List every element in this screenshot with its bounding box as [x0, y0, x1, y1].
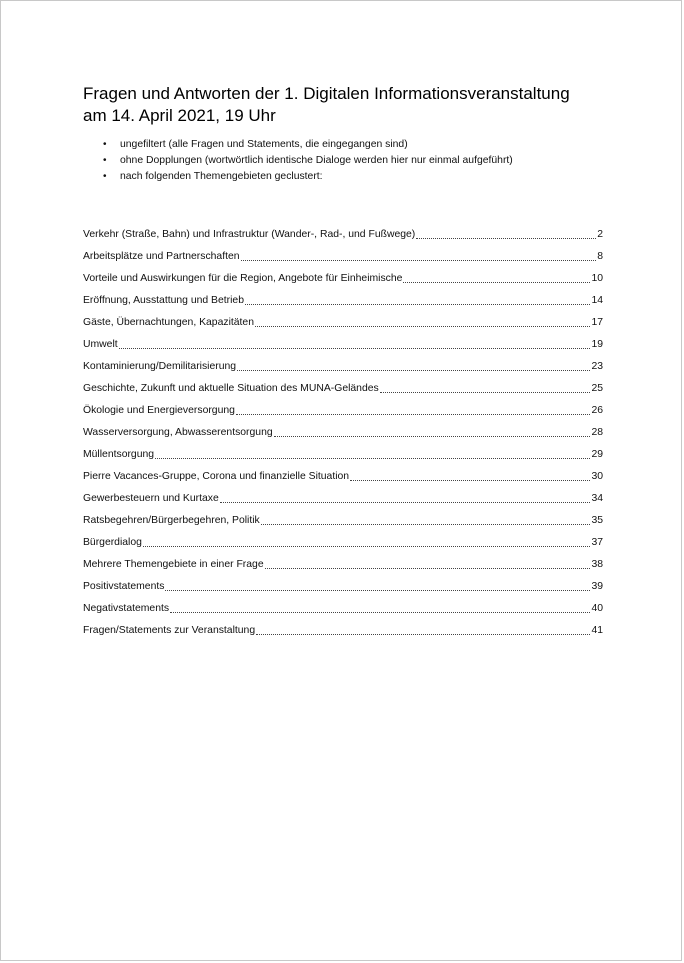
toc-leader-dots — [261, 523, 591, 525]
toc-entry-label: Gewerbesteuern und Kurtaxe — [83, 493, 219, 504]
toc-entry-page: 30 — [591, 471, 603, 482]
toc-entry-page: 26 — [591, 405, 603, 416]
toc-leader-dots — [143, 545, 591, 547]
toc-leader-dots — [165, 589, 590, 591]
toc-entry-label: Pierre Vacances-Gruppe, Corona und finanzielle Situation — [83, 471, 350, 482]
toc-entry[interactable] — [83, 616, 603, 638]
toc-entry-page: 34 — [591, 493, 603, 504]
title-line-2: am 14. April 2021, 19 Uhr — [83, 106, 276, 125]
toc-entry-label: Ratsbegehren/Bürgerbegehren, Politik — [83, 515, 260, 526]
toc-entry-page: 23 — [591, 361, 603, 372]
toc-entry[interactable] — [83, 418, 603, 440]
bullet-item — [103, 169, 603, 185]
toc-leader-dots — [236, 413, 591, 415]
toc-entry[interactable] — [83, 594, 603, 616]
bullet-text: ungefiltert (alle Fragen und Statements, die eingegangen sind) — [120, 139, 408, 150]
document-title — [83, 83, 603, 127]
bullet-item — [103, 137, 603, 153]
bullet-dot-icon: • — [103, 139, 107, 150]
toc-entry[interactable] — [83, 440, 603, 462]
toc-leader-dots — [170, 611, 590, 613]
toc-leader-dots — [220, 501, 591, 503]
toc-entry-label: Vorteile und Auswirkungen für die Region, Angebote für Einheimische — [83, 273, 403, 284]
toc-entry[interactable] — [83, 484, 603, 506]
toc-entry-page: 41 — [591, 625, 603, 636]
toc-entry-page: 17 — [591, 317, 603, 328]
toc-entry-label: Arbeitsplätze und Partnerschaften — [83, 251, 240, 262]
toc-entry-page: 14 — [591, 295, 603, 306]
toc-entry-label: Geschichte, Zukunft und aktuelle Situation des MUNA-Geländes — [83, 383, 379, 394]
toc-entry[interactable] — [83, 550, 603, 572]
toc-entry-page: 2 — [597, 229, 603, 240]
toc-leader-dots — [350, 479, 590, 481]
toc-entry-label: Umwelt — [83, 339, 118, 350]
toc-entry[interactable] — [83, 374, 603, 396]
bullet-text: ohne Dopplungen (wortwörtlich identische Dialoge werden hier nur einmal aufgeführt) — [120, 155, 513, 166]
toc-entry-label: Müllentsorgung — [83, 449, 155, 460]
toc-entry[interactable] — [83, 220, 603, 242]
toc-entry-label: Fragen/Statements zur Veranstaltung — [83, 625, 256, 636]
toc-leader-dots — [245, 303, 590, 305]
toc-entry-label: Eröffnung, Ausstattung und Betrieb — [83, 295, 244, 306]
toc-entry-label: Bürgerdialog — [83, 537, 142, 548]
toc-entry[interactable] — [83, 308, 603, 330]
toc-leader-dots — [274, 435, 591, 437]
toc-entry-page: 37 — [591, 537, 603, 548]
toc-leader-dots — [403, 281, 590, 283]
page-content — [83, 83, 603, 638]
bullet-dot-icon: • — [103, 155, 107, 166]
toc-leader-dots — [255, 325, 590, 327]
toc-entry-label: Negativstatements — [83, 603, 170, 614]
bullet-dot-icon: • — [103, 171, 107, 182]
toc-entry-page: 19 — [591, 339, 603, 350]
toc-entry[interactable] — [83, 352, 603, 374]
toc-entry-label: Positivstatements — [83, 581, 165, 592]
toc-entry[interactable] — [83, 528, 603, 550]
toc-entry-label: Kontaminierung/Demilitarisierung — [83, 361, 237, 372]
toc-entry-label: Verkehr (Straße, Bahn) und Infrastruktur (Wander-, Rad-, und Fußwege) — [83, 229, 416, 240]
toc-entry-label: Wasserversorgung, Abwasserentsorgung — [83, 427, 273, 438]
toc-leader-dots — [241, 259, 597, 261]
toc-leader-dots — [265, 567, 591, 569]
toc-entry-label: Gäste, Übernachtungen, Kapazitäten — [83, 317, 254, 328]
bullet-text: nach folgenden Themengebieten geclustert: — [120, 171, 323, 182]
toc-entry-page: 10 — [591, 273, 603, 284]
toc-leader-dots — [256, 633, 590, 635]
toc-entry-page: 29 — [591, 449, 603, 460]
toc-leader-dots — [380, 391, 591, 393]
toc-leader-dots — [119, 347, 591, 349]
toc-entry[interactable] — [83, 572, 603, 594]
toc-entry[interactable] — [83, 396, 603, 418]
toc-entry[interactable] — [83, 242, 603, 264]
bullet-list — [103, 137, 603, 185]
toc-leader-dots — [237, 369, 590, 371]
toc-entry[interactable] — [83, 286, 603, 308]
toc-entry[interactable] — [83, 330, 603, 352]
toc-entry[interactable] — [83, 462, 603, 484]
toc-entry-page: 35 — [591, 515, 603, 526]
bullet-item — [103, 153, 603, 169]
title-line-1: Fragen und Antworten der 1. Digitalen Informationsveranstaltung — [83, 84, 570, 103]
table-of-contents — [83, 220, 603, 638]
toc-leader-dots — [155, 457, 590, 459]
toc-entry-page: 39 — [591, 581, 603, 592]
toc-entry-label: Mehrere Themengebiete in einer Frage — [83, 559, 264, 570]
toc-entry-label: Ökologie und Energieversorgung — [83, 405, 235, 416]
toc-leader-dots — [416, 237, 596, 239]
toc-entry-page: 38 — [591, 559, 603, 570]
toc-entry-page: 25 — [591, 383, 603, 394]
toc-entry[interactable] — [83, 264, 603, 286]
toc-entry-page: 40 — [591, 603, 603, 614]
toc-entry[interactable] — [83, 506, 603, 528]
toc-entry-page: 28 — [591, 427, 603, 438]
toc-entry-page: 8 — [597, 251, 603, 262]
